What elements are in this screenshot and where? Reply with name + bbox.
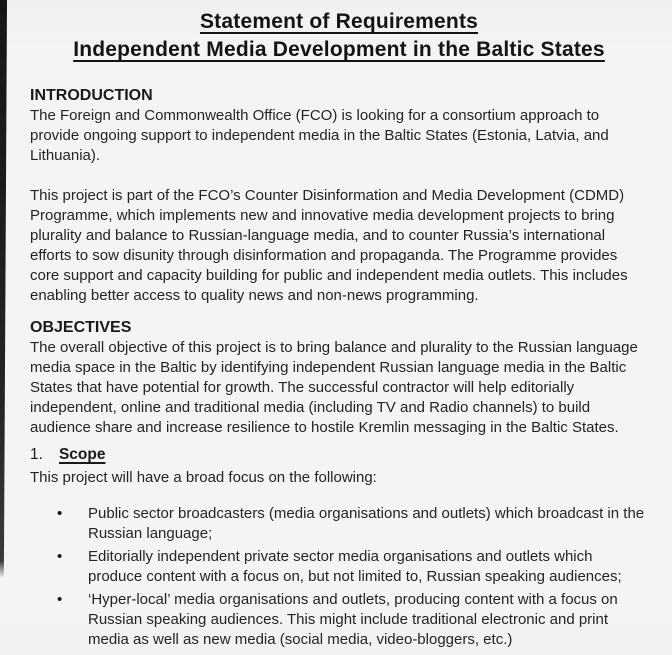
objectives-paragraph: The overall objective of this project is to bring balance and plurality to the Russian language media space in the Baltic by identifying independent Russian language media in the Baltic States that have potential for growth. The successful contractor will help editorially independent, online and traditional media (including TV and Radio channels) to build audience share and increase resilience to hostile Kremlin messaging in the Baltic States. xyxy=(30,339,638,436)
bullet-item-private-media xyxy=(57,547,648,587)
bullet-item-public-broadcasters xyxy=(57,504,648,544)
bullet-icon: • xyxy=(57,548,63,565)
scope-section xyxy=(30,444,648,650)
scope-number: 1. xyxy=(30,446,43,463)
bullet-text: Editorially independent private sector media organisations and outlets which produce content with a focus on, but not limited to, Russian speaking audiences; xyxy=(88,548,622,585)
objectives-section xyxy=(30,318,648,438)
bullet-icon: • xyxy=(57,591,63,608)
document-title-line1: Statement of Requirements xyxy=(199,10,479,33)
introduction-heading: INTRODUCTION xyxy=(30,87,153,104)
objectives-heading: OBJECTIVES xyxy=(30,319,132,336)
scope-intro: This project will have a broad focus on the following: xyxy=(30,469,377,486)
introduction-section xyxy=(30,86,648,306)
bullet-text: ‘Hyper-local’ media organisations and outlets, producing content with a focus on Russian speaking audiences. This might include traditional electronic and print media as well as new media (social media, video-bloggers, etc.) xyxy=(88,591,618,648)
document-title xyxy=(30,8,648,64)
bullet-item-hyper-local xyxy=(57,590,648,650)
introduction-paragraph-1: The Foreign and Commonwealth Office (FCO) is looking for a consortium approach to provide ongoing support to independent media in the Baltic States (Estonia, Latvia, and Lithuania). xyxy=(30,107,609,164)
document-title-line2: Independent Media Development in the Baltic States xyxy=(73,38,605,61)
bullet-icon: • xyxy=(57,505,63,522)
bullet-text: Public sector broadcasters (media organisations and outlets) which broadcast in the Russian language; xyxy=(88,505,645,542)
scope-heading-row xyxy=(30,444,648,466)
scope-heading: Scope xyxy=(58,446,106,463)
scope-bullet-list xyxy=(30,504,648,650)
introduction-paragraph-2: This project is part of the FCO’s Counter Disinformation and Media Development (CDMD) Programme, which implements new and innovative media development projects to bring plurality and balance to Russian-language media, and to counter Russia’s international efforts to sow disunity through disinformation and propaganda. The Programme provides core support and capacity building for public and independent media outlets. This includes enabling better access to quality news and non-news programming. xyxy=(30,187,628,304)
